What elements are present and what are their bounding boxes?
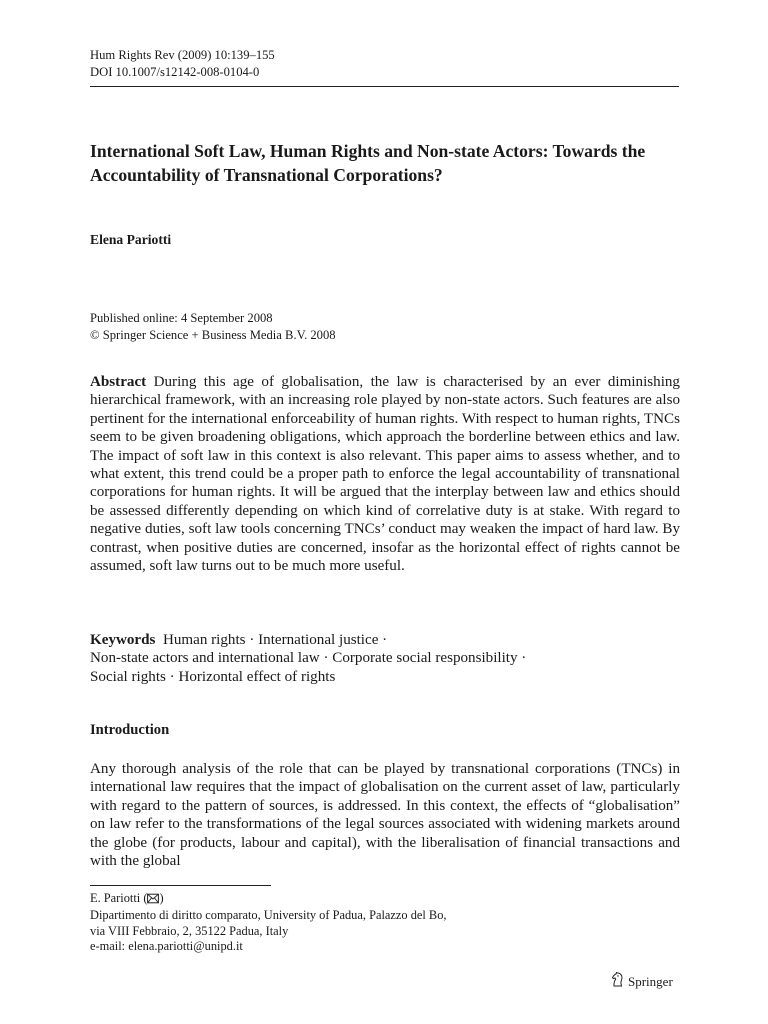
abstract-label: Abstract [90,374,147,390]
footnote-email[interactable]: e-mail: elena.pariotti@unipd.it [90,938,243,953]
keywords-line-2: Non-state actors and international law · Corporate social responsibility · [90,650,527,667]
footnote-address: via VIII Febbraio, 2, 35122 Padua, Italy [90,923,289,938]
footnote-affiliation: Dipartimento di diritto comparato, University of Padua, Palazzo del Bo, [90,908,447,923]
keywords-line-1: Human rights · International justice · [162,632,388,648]
author-name: Elena Pariotti [90,232,172,247]
email-envelope-icon [147,893,159,908]
keywords-line-3: Social rights · Horizontal effect of rights [90,668,336,685]
journal-header [90,47,275,80]
abstract-text: During this age of globalisation, the law is characterised by an ever diminishing hierarchical framework, with an increasing role played by non-state actors. Such features are also pertinent for the international enforceability of human rights. With respect to human rights, TNCs seem to be given broadening obligations, which approach the borderline between ethics and law. The impact of soft law in this context is also relevant. This paper aims to assess whether, and to what extent, this trend could be a proper path to enforce the legal accountability of transnational corporations for human rights. It will be argued that the interplay between law and ethics should be assessed differently depending on which kind of correlative duty is at stake. With regard to negative duties, soft law tools concerning TNCs’ conduct may weaken the impact of hard law. By contrast, when positive duties are concerned, insofar as the horizontal effect of rights cannot be assumed, soft law turns out to be much more useful. [90,374,680,575]
introduction-heading: Introduction [90,722,170,738]
springer-knight-icon [611,972,624,991]
author-footnote: E. Pariotti ( ) Dipartimento di diritto comparato, University of Padua, Palazzo del Bo, via VIII Febbraio, 2, 35122 Padua, Italy e-mail: elena.pariotti@unipd.it [90,891,447,953]
doi: DOI 10.1007/s12142-008-0104-0 [90,64,260,79]
article-title: International Soft Law, Human Rights and Non-state Actors: Towards the Accountability of Transnational Corporations? [90,141,646,185]
keywords [90,631,680,686]
copyright-line: © Springer Science + Business Media B.V. 2008 [90,328,336,342]
journal-citation: Hum Rights Rev (2009) 10:139–155 [90,48,275,62]
published-date: Published online: 4 September 2008 [90,311,273,325]
publication-info [90,310,336,344]
footnote-rule [90,885,271,886]
header-rule [90,86,679,87]
springer-wordmark: Springer [628,973,673,989]
keywords-label: Keywords [90,632,156,648]
springer-logo [611,972,673,991]
paper-page [90,0,680,1024]
footnote-author: E. Pariotti ( [90,891,148,905]
abstract [90,373,680,575]
introduction-text: Any thorough analysis of the role that can be played by transnational corporations (TNCs) in international law requires that the impact of globalisation on the current asset of law, particularly with regard to the pattern of sources, is addressed. In this context, the effects of “globalisation” on law refer to the transformations of the legal sources associated with widening markets around the globe (for products, labour and capital), with the liberalisation of financial transactions and with the global [90,761,680,870]
